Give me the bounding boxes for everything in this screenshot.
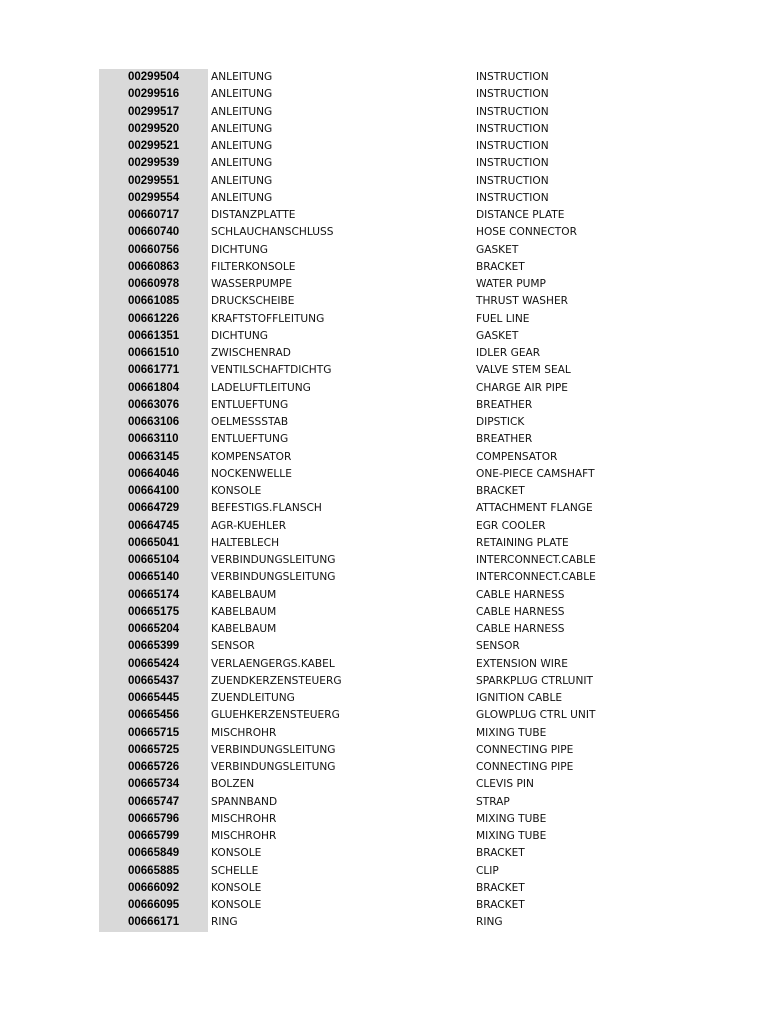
german-description-cell: DICHTUNG bbox=[211, 243, 269, 256]
english-description-cell: SENSOR bbox=[476, 640, 520, 653]
part-number-cell: 00664745 bbox=[99, 518, 208, 535]
part-number-cell: 00665796 bbox=[99, 811, 208, 828]
table-row bbox=[99, 104, 719, 121]
english-description-cell: BRACKET bbox=[476, 260, 525, 273]
english-description-cell: MIXING TUBE bbox=[476, 812, 547, 825]
table-row bbox=[99, 173, 719, 190]
table-row bbox=[99, 380, 719, 397]
table-row bbox=[99, 863, 719, 880]
table-row bbox=[99, 587, 719, 604]
german-description-cell: SPANNBAND bbox=[211, 795, 278, 808]
part-number-cell: 00299517 bbox=[99, 104, 208, 121]
english-description-cell: GASKET bbox=[476, 329, 519, 342]
german-description-cell: VERBINDUNGSLEITUNG bbox=[211, 743, 336, 756]
table-row bbox=[99, 362, 719, 379]
part-number-cell: 00660863 bbox=[99, 259, 208, 276]
part-number-cell: 00661510 bbox=[99, 345, 208, 362]
english-description-cell: IGNITION CABLE bbox=[476, 692, 563, 704]
part-number-cell: 00299520 bbox=[99, 121, 208, 138]
table-row bbox=[99, 776, 719, 793]
part-number-cell: 00664100 bbox=[99, 483, 208, 500]
part-number-cell: 00660717 bbox=[99, 207, 208, 224]
english-description-cell: GASKET bbox=[476, 243, 519, 256]
table-row bbox=[99, 466, 719, 483]
english-description-cell: CLIP bbox=[476, 864, 499, 877]
english-description-cell: CHARGE AIR PIPE bbox=[476, 381, 568, 394]
table-row bbox=[99, 86, 719, 103]
english-description-cell: VALVE STEM SEAL bbox=[476, 364, 571, 377]
english-description-cell: INSTRUCTION bbox=[476, 122, 549, 135]
table-row bbox=[99, 828, 719, 845]
german-description-cell: NOCKENWELLE bbox=[211, 467, 292, 480]
table-row bbox=[99, 155, 719, 172]
english-description-cell: INSTRUCTION bbox=[476, 157, 549, 170]
german-description-cell: VENTILSCHAFTDICHTG bbox=[211, 364, 332, 377]
table-row bbox=[99, 569, 719, 586]
german-description-cell: KABELBAUM bbox=[211, 623, 277, 635]
part-number-cell: 00666092 bbox=[99, 880, 208, 897]
part-number-cell: 00660756 bbox=[99, 242, 208, 259]
german-description-cell: HALTEBLECH bbox=[211, 536, 280, 549]
part-number-cell: 00661085 bbox=[99, 293, 208, 310]
english-description-cell: MIXING TUBE bbox=[476, 726, 547, 739]
table-row bbox=[99, 311, 719, 328]
table-row bbox=[99, 759, 719, 776]
part-number-cell: 00664729 bbox=[99, 500, 208, 517]
part-number-cell: 00299551 bbox=[99, 173, 208, 190]
english-description-cell: CLEVIS PIN bbox=[476, 778, 534, 791]
german-description-cell: ANLEITUNG bbox=[211, 71, 273, 83]
part-number-cell: 00661226 bbox=[99, 311, 208, 328]
part-number-cell: 00299521 bbox=[99, 138, 208, 155]
german-description-cell: ANLEITUNG bbox=[211, 122, 273, 135]
part-number-cell: 00663110 bbox=[99, 431, 208, 448]
german-description-cell: ANLEITUNG bbox=[211, 88, 273, 101]
table-row bbox=[99, 224, 719, 241]
german-description-cell: LADELUFTLEITUNG bbox=[211, 381, 311, 394]
table-row bbox=[99, 483, 719, 500]
table-row bbox=[99, 328, 719, 345]
part-number-cell: 00299554 bbox=[99, 190, 208, 207]
german-description-cell: KABELBAUM bbox=[211, 605, 277, 618]
part-number-cell: 00665715 bbox=[99, 725, 208, 742]
part-number-cell: 00299516 bbox=[99, 86, 208, 103]
english-description-cell: MIXING TUBE bbox=[476, 830, 547, 842]
table-row bbox=[99, 207, 719, 224]
english-description-cell: INSTRUCTION bbox=[476, 105, 549, 118]
german-description-cell: SCHLAUCHANSCHLUSS bbox=[211, 226, 334, 239]
english-description-cell: INSTRUCTION bbox=[476, 88, 549, 101]
table-row bbox=[99, 431, 719, 448]
german-description-cell: SCHELLE bbox=[211, 864, 259, 877]
table-row bbox=[99, 880, 719, 897]
part-number-cell: 00665174 bbox=[99, 587, 208, 604]
english-description-cell: FUEL LINE bbox=[476, 312, 530, 325]
part-number-cell: 00666171 bbox=[99, 914, 208, 931]
english-description-cell: EXTENSION WIRE bbox=[476, 657, 568, 670]
english-description-cell: WATER PUMP bbox=[476, 278, 546, 290]
english-description-cell: BRACKET bbox=[476, 881, 525, 894]
english-description-cell: EGR COOLER bbox=[476, 519, 546, 532]
english-description-cell: IDLER GEAR bbox=[476, 347, 541, 359]
table-row bbox=[99, 690, 719, 707]
part-number-cell: 00660978 bbox=[99, 276, 208, 293]
table-row bbox=[99, 621, 719, 638]
part-number-cell: 00665175 bbox=[99, 604, 208, 621]
part-number-cell: 00665747 bbox=[99, 794, 208, 811]
english-description-cell: INSTRUCTION bbox=[476, 71, 549, 83]
german-description-cell: MISCHROHR bbox=[211, 726, 277, 739]
english-description-cell: THRUST WASHER bbox=[476, 295, 569, 308]
english-description-cell: RETAINING PLATE bbox=[476, 536, 569, 549]
english-description-cell: ATTACHMENT FLANGE bbox=[476, 502, 593, 515]
german-description-cell: VERBINDUNGSLEITUNG bbox=[211, 571, 336, 584]
german-description-cell: KONSOLE bbox=[211, 899, 262, 911]
table-row bbox=[99, 742, 719, 759]
german-description-cell: ENTLUEFTUNG bbox=[211, 398, 289, 411]
english-description-cell: HOSE CONNECTOR bbox=[476, 226, 577, 239]
german-description-cell: KRAFTSTOFFLEITUNG bbox=[211, 312, 325, 325]
english-description-cell: BREATHER bbox=[476, 398, 533, 411]
english-description-cell: SPARKPLUG CTRLUNIT bbox=[476, 674, 593, 687]
table-row bbox=[99, 518, 719, 535]
part-number-cell: 00661771 bbox=[99, 362, 208, 379]
table-row bbox=[99, 897, 719, 914]
german-description-cell: AGR-KUEHLER bbox=[211, 519, 287, 532]
english-description-cell: INSTRUCTION bbox=[476, 140, 549, 152]
part-number-cell: 00665734 bbox=[99, 776, 208, 793]
table-row bbox=[99, 121, 719, 138]
english-description-cell: BRACKET bbox=[476, 485, 525, 497]
part-number-cell: 00660740 bbox=[99, 224, 208, 241]
table-row bbox=[99, 190, 719, 207]
english-description-cell: CABLE HARNESS bbox=[476, 588, 565, 601]
table-row bbox=[99, 69, 719, 86]
part-number-cell: 00665726 bbox=[99, 759, 208, 776]
part-number-cell: 00299504 bbox=[99, 69, 208, 86]
english-description-cell: GLOWPLUG CTRL UNIT bbox=[476, 709, 596, 722]
german-description-cell: ZUENDLEITUNG bbox=[211, 692, 295, 704]
table-row bbox=[99, 500, 719, 517]
english-description-cell: BRACKET bbox=[476, 899, 525, 911]
part-number-cell: 00665849 bbox=[99, 845, 208, 862]
table-row bbox=[99, 276, 719, 293]
part-number-cell: 00665104 bbox=[99, 552, 208, 569]
table-row bbox=[99, 552, 719, 569]
table-row bbox=[99, 725, 719, 742]
english-description-cell: COMPENSATOR bbox=[476, 450, 558, 463]
english-description-cell: INSTRUCTION bbox=[476, 174, 549, 187]
english-description-cell: INTERCONNECT.CABLE bbox=[476, 571, 596, 584]
german-description-cell: KONSOLE bbox=[211, 485, 262, 497]
german-description-cell: VERLAENGERGS.KABEL bbox=[211, 657, 335, 670]
table-row bbox=[99, 811, 719, 828]
german-description-cell: ZWISCHENRAD bbox=[211, 347, 291, 359]
german-description-cell: RING bbox=[211, 916, 238, 929]
german-description-cell: ANLEITUNG bbox=[211, 140, 273, 152]
english-description-cell: BREATHER bbox=[476, 433, 533, 446]
english-description-cell: CONNECTING PIPE bbox=[476, 761, 574, 773]
table-row bbox=[99, 638, 719, 655]
german-description-cell: BEFESTIGS.FLANSCH bbox=[211, 502, 322, 515]
english-description-cell: DIPSTICK bbox=[476, 416, 525, 428]
part-number-cell: 00665885 bbox=[99, 863, 208, 880]
english-description-cell: STRAP bbox=[476, 795, 510, 808]
german-description-cell: DRUCKSCHEIBE bbox=[211, 295, 295, 308]
part-number-cell: 00663106 bbox=[99, 414, 208, 431]
table-row bbox=[99, 138, 719, 155]
table-row bbox=[99, 293, 719, 310]
part-number-cell: 00664046 bbox=[99, 466, 208, 483]
english-description-cell: INSTRUCTION bbox=[476, 191, 549, 204]
part-number-cell: 00665456 bbox=[99, 707, 208, 724]
german-description-cell: ENTLUEFTUNG bbox=[211, 433, 289, 446]
german-description-cell: MISCHROHR bbox=[211, 812, 277, 825]
table-row bbox=[99, 535, 719, 552]
table-row bbox=[99, 397, 719, 414]
table-row bbox=[99, 242, 719, 259]
table-row bbox=[99, 794, 719, 811]
german-description-cell: SENSOR bbox=[211, 640, 255, 653]
part-number-cell: 00663076 bbox=[99, 397, 208, 414]
part-number-cell: 00663145 bbox=[99, 449, 208, 466]
german-description-cell: ANLEITUNG bbox=[211, 157, 273, 170]
part-number-cell: 00665445 bbox=[99, 690, 208, 707]
table-row bbox=[99, 656, 719, 673]
german-description-cell: MISCHROHR bbox=[211, 830, 277, 842]
german-description-cell: WASSERPUMPE bbox=[211, 278, 293, 290]
german-description-cell: KONSOLE bbox=[211, 847, 262, 860]
part-number-cell: 00665041 bbox=[99, 535, 208, 552]
english-description-cell: CABLE HARNESS bbox=[476, 623, 565, 635]
english-description-cell: CONNECTING PIPE bbox=[476, 743, 574, 756]
part-number-cell: 00666095 bbox=[99, 897, 208, 914]
table-row bbox=[99, 414, 719, 431]
german-description-cell: BOLZEN bbox=[211, 778, 255, 791]
german-description-cell: KABELBAUM bbox=[211, 588, 277, 601]
part-number-cell: 00665140 bbox=[99, 569, 208, 586]
part-number-cell: 00661351 bbox=[99, 328, 208, 345]
german-description-cell: ANLEITUNG bbox=[211, 174, 273, 187]
german-description-cell: ANLEITUNG bbox=[211, 105, 273, 118]
table-row bbox=[99, 914, 719, 931]
table-row bbox=[99, 449, 719, 466]
german-description-cell: DISTANZPLATTE bbox=[211, 209, 296, 221]
table-row bbox=[99, 345, 719, 362]
part-number-cell: 00665204 bbox=[99, 621, 208, 638]
part-number-cell: 00299539 bbox=[99, 155, 208, 172]
english-description-cell: RING bbox=[476, 916, 503, 929]
part-number-cell: 00665725 bbox=[99, 742, 208, 759]
german-description-cell: KOMPENSATOR bbox=[211, 450, 292, 463]
table-row bbox=[99, 259, 719, 276]
part-number-cell: 00665424 bbox=[99, 656, 208, 673]
german-description-cell: OELMESSSTAB bbox=[211, 416, 289, 428]
german-description-cell: KONSOLE bbox=[211, 881, 262, 894]
german-description-cell: ANLEITUNG bbox=[211, 191, 273, 204]
german-description-cell: VERBINDUNGSLEITUNG bbox=[211, 554, 336, 566]
german-description-cell: VERBINDUNGSLEITUNG bbox=[211, 761, 336, 773]
table-row bbox=[99, 673, 719, 690]
part-number-cell: 00665437 bbox=[99, 673, 208, 690]
german-description-cell: GLUEHKERZENSTEUERG bbox=[211, 709, 340, 722]
english-description-cell: CABLE HARNESS bbox=[476, 605, 565, 618]
part-number-cell: 00665799 bbox=[99, 828, 208, 845]
part-number-cell: 00661804 bbox=[99, 380, 208, 397]
english-description-cell: ONE-PIECE CAMSHAFT bbox=[476, 467, 595, 480]
english-description-cell: DISTANCE PLATE bbox=[476, 209, 565, 221]
english-description-cell: INTERCONNECT.CABLE bbox=[476, 554, 596, 566]
german-description-cell: ZUENDKERZENSTEUERG bbox=[211, 674, 342, 687]
table-row bbox=[99, 707, 719, 724]
table-row bbox=[99, 604, 719, 621]
part-number-cell: 00665399 bbox=[99, 638, 208, 655]
german-description-cell: DICHTUNG bbox=[211, 329, 269, 342]
german-description-cell: FILTERKONSOLE bbox=[211, 260, 296, 273]
table-row bbox=[99, 845, 719, 862]
english-description-cell: BRACKET bbox=[476, 847, 525, 860]
parts-table bbox=[99, 69, 719, 932]
